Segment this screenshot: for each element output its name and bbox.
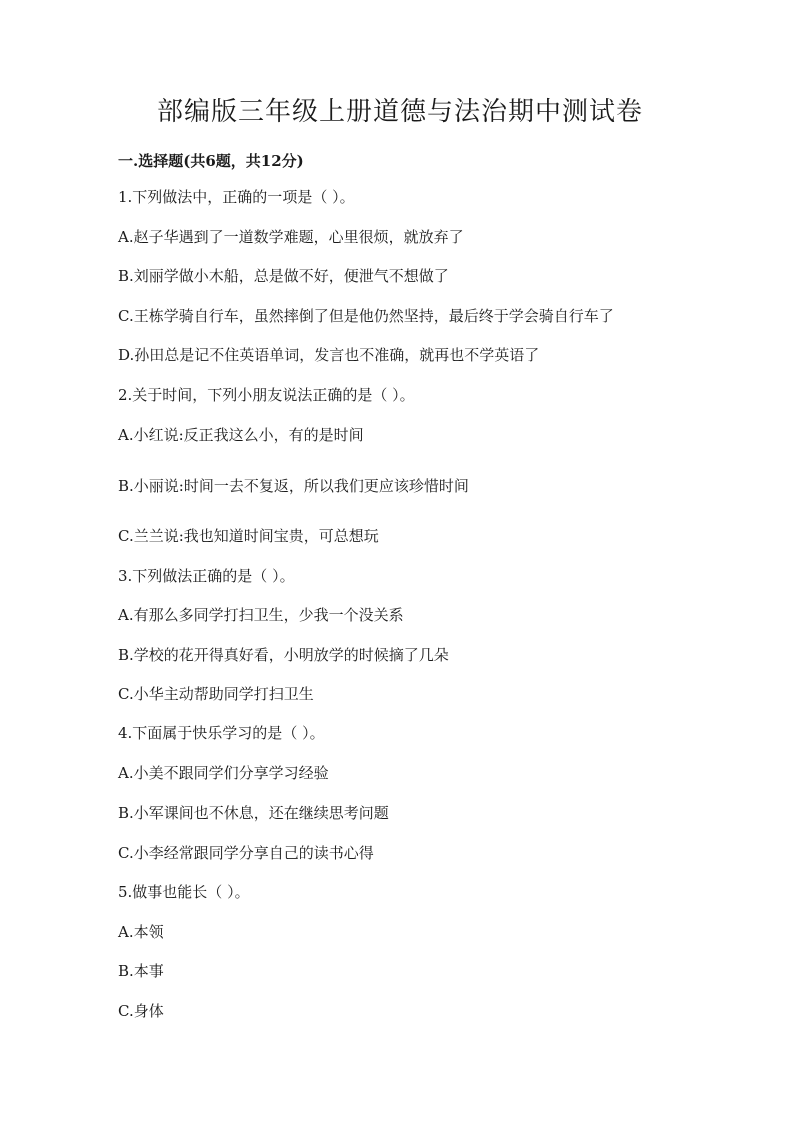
question-5-option-a: A.本领 xyxy=(118,923,164,941)
question-4-option-b: B.小军课间也不休息，还在继续思考问题 xyxy=(118,804,389,822)
question-3-stem: 3.下列做法正确的是（ ）。 xyxy=(118,567,295,585)
question-4-option-c: C.小李经常跟同学分享自己的读书心得 xyxy=(118,844,374,862)
page-title: 部编版三年级上册道德与法治期中测试卷 xyxy=(156,97,643,127)
question-1-stem: 1.下列做法中，正确的一项是（ ）。 xyxy=(118,188,355,206)
question-3-option-a: A.有那么多同学打扫卫生，少我一个没关系 xyxy=(118,606,404,624)
question-4-stem: 4.下面属于快乐学习的是（ ）。 xyxy=(118,724,325,742)
question-4-option-a: A.小美不跟同学们分享学习经验 xyxy=(118,764,329,782)
question-2-stem: 2.关于时间，下列小朋友说法正确的是（ ）。 xyxy=(118,386,415,404)
question-1-option-c: C.王栋学骑自行车，虽然摔倒了但是他仍然坚持，最后终于学会骑自行车了 xyxy=(118,307,614,325)
question-1-option-d: D.孙田总是记不住英语单词，发言也不准确，就再也不学英语了 xyxy=(118,346,540,364)
question-2-option-b: B.小丽说:时间一去不复返，所以我们更应该珍惜时间 xyxy=(118,477,469,495)
question-3-option-b: B.学校的花开得真好看，小明放学的时候摘了几朵 xyxy=(118,646,449,664)
question-1-option-b: B.刘丽学做小木船，总是做不好，便泄气不想做了 xyxy=(118,267,449,285)
question-5-option-b: B.本事 xyxy=(118,962,164,980)
question-2-option-a: A.小红说:反正我这么小，有的是时间 xyxy=(118,426,364,444)
question-3-option-c: C.小华主动帮助同学打扫卫生 xyxy=(118,685,314,703)
question-2-option-c: C.兰兰说:我也知道时间宝贵，可总想玩 xyxy=(118,527,379,545)
section-header: 一.选择题(共6题，共12分) xyxy=(118,152,304,170)
question-5-stem: 5.做事也能长（ ）。 xyxy=(118,883,250,901)
question-5-option-c: C.身体 xyxy=(118,1002,164,1020)
question-1-option-a: A.赵子华遇到了一道数学难题，心里很烦，就放弃了 xyxy=(118,228,464,246)
